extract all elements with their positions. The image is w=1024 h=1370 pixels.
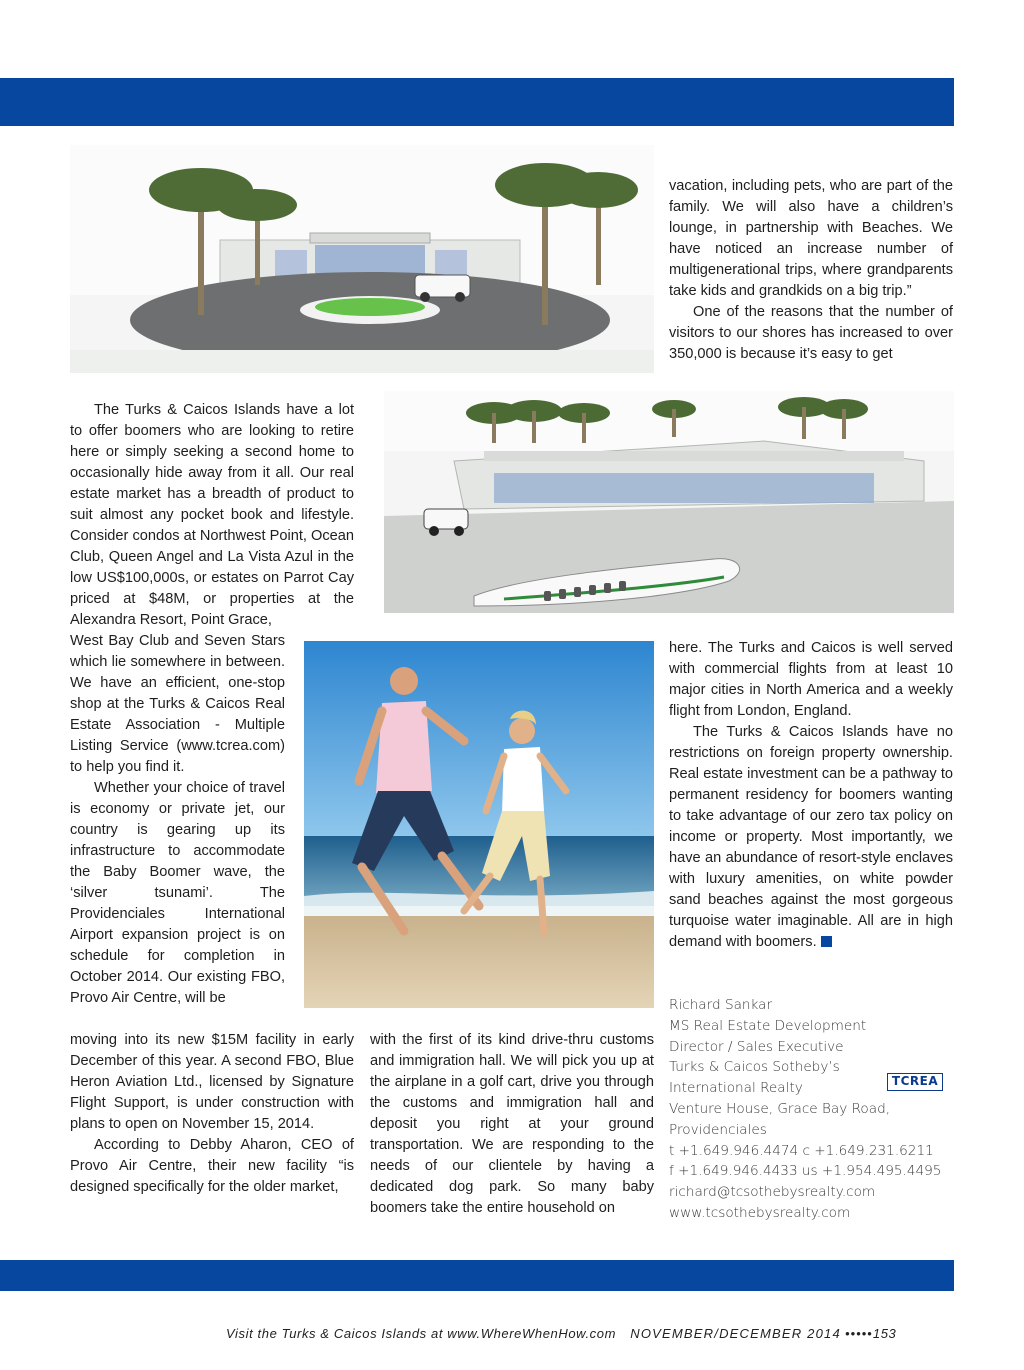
footer-issue-date: NOVEMBER/DECEMBER 2014 [630,1326,841,1341]
author-website: www.tcsothebysrealty.com [669,1204,851,1221]
paragraph: vacation, including pets, who are part of the family. We will also have a children’s lounge, in partnership with Beaches. We have noticed an increase number of multigenerational trips, where grandparents take kids and grandkids on a big trip.” [669,178,953,299]
page-number: 153 [872,1326,897,1341]
paragraph: with the first of its kind drive-thru customs and immigration hall. We will pick you up at the airplane in a golf cart, drive you through the customs and immigration hall and deposit you right at your ground transportation. We are responding to the needs of our clientele by having a dedicated dog park. So many baby boomers take the entire household on [370,1032,654,1216]
article-column-left-top [70,400,354,631]
article-column-left-wrap [70,631,285,1009]
top-color-band [0,78,954,126]
paragraph: West Bay Club and Seven Stars which lie somewhere in between. We have an efficient, one-stop shop at the Turks & Caicos Real Estate Association - Multiple Listing Service (www.tcrea.com) to help you find it. [70,633,285,775]
couple-running-beach-photo [304,641,654,1008]
footer-dots: ••••• [845,1326,873,1341]
article-column-middle [370,1030,654,1219]
fbo-entrance-rendering [70,145,654,373]
author-signature-block [669,995,949,1224]
author-address-line2: Providenciales [669,1121,767,1138]
paragraph: One of the reasons that the number of visitors to our shores has increased to over 350,000 is because it’s easy to get [669,304,953,362]
article-column-right-top [669,176,953,365]
bottom-color-band [0,1260,954,1291]
author-company-line2: International Realty [669,1080,803,1097]
author-phone-line2: f +1.649.946.4433 us +1.954.495.4495 [669,1163,942,1180]
paragraph: moving into its new $15M facility in early December of this year. A second FBO, Blue Heron Aviation Ltd., licensed by Signature Flight Support, is under construction with plans to open on November 15, 2014. [70,1032,354,1132]
author-title: Director / Sales Executive [669,1038,844,1055]
end-of-article-square-icon [821,936,832,947]
page-footer [226,1326,896,1341]
paragraph [669,722,953,953]
author-name: Richard Sankar [669,997,773,1013]
terminal-jet-rendering [384,391,954,613]
paragraph: here. The Turks and Caicos is well served with commercial flights from at least 10 major cities in North America and a weekly flight from London, England. [669,640,953,719]
paragraph-text: The Turks & Caicos Islands have no restrictions on foreign property ownership. Real estate investment can be a pathway to permanent residency for boomers wanting to take advantage of our zero tax policy on income or property. Most importantly, we have an abundance of resort-style enclaves with luxury amenities, on white powder sand beaches against the most gorgeous turquoise water imaginable. All are in high demand with boomers. [669,724,953,950]
author-phone-line1: t +1.649.946.4474 c +1.649.231.6211 [669,1142,934,1159]
paragraph: The Turks & Caicos Islands have a lot to offer boomers who are looking to retire here or simply seeking a second home to occasionally hide away from it all. Our real estate market has a breadth of product to suit almost any pocket book and lifestyle. Consider condos at Northwest Point, Ocean Club, Queen Angel and La Vista Azul in the low US$100,000s, or estates on Parrot Cay priced at $48M, or properties at the Alexandra Resort, Point Grace, [70,402,354,628]
article-column-left-bottom [70,1030,354,1198]
author-email: richard@tcsothebysrealty.com [669,1184,876,1201]
paragraph: According to Debby Aharon, CEO of Provo Air Centre, their new facility “is designed specifically for the older market, [70,1137,354,1195]
footer-visit-text: Visit the Turks & Caicos Islands at www.WhereWhenHow.com [226,1326,617,1341]
article-column-right-bottom [669,638,953,953]
tcrea-logo: TCREA [887,1073,943,1091]
paragraph: Whether your choice of travel is economy or private jet, our country is gearing up its infrastructure to accommodate the Baby Boomer wave, the ‘silver tsunami’. The Providenciales International Airport expansion project is on schedule for completion in October 2014. Our existing FBO, Provo Air Centre, will be [70,780,285,1006]
author-degree: MS Real Estate Development [669,1017,867,1034]
author-company-line1: Turks & Caicos Sotheby’s [669,1059,840,1076]
author-address-line1: Venture House, Grace Bay Road, [669,1100,891,1117]
